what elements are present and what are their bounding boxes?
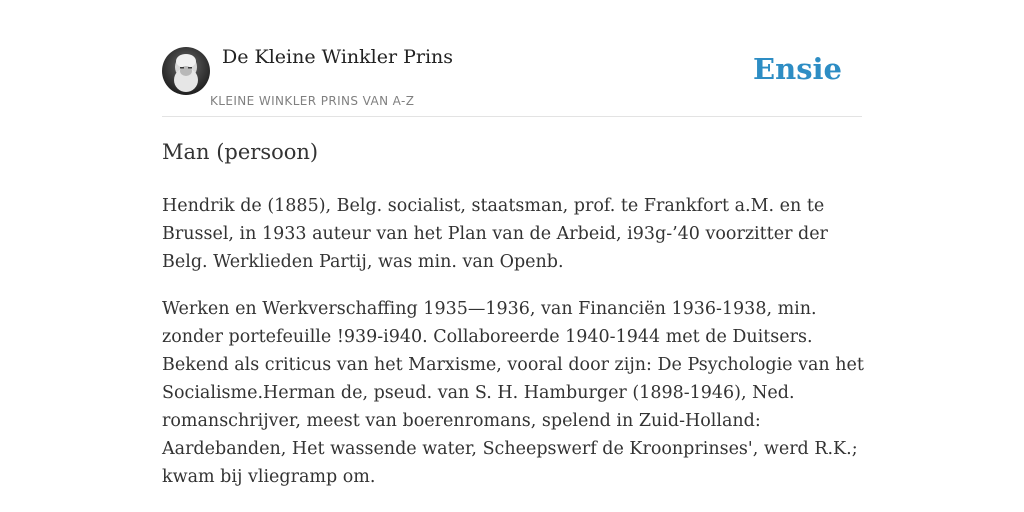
book-title[interactable]: De Kleine Winkler Prins — [222, 46, 454, 68]
entry-title: Man (persoon) — [162, 140, 319, 164]
portrait-photo-icon[interactable] — [162, 47, 210, 95]
header — [162, 44, 862, 117]
entry-body — [162, 192, 867, 510]
book-subtitle: KLEINE WINKLER PRINS VAN A-Z — [210, 94, 415, 108]
brand-logo[interactable]: Ensie — [753, 52, 842, 86]
entry-paragraph: Hendrik de (1885), Belg. socialist, staatsman, prof. te Frankfort a.M. en te Brussel, in 1933 auteur van het Plan van de Arbeid, i93g-’40 voorzitter der Belg. Werklieden Partij, was min. van Openb. — [162, 196, 828, 272]
entry-paragraph: Werken en Werkverschaffing 1935—1936, van Financiën 1936-1938, min. zonder portefeuille !939-i940. Collaboreerde 1940-1944 met de Duitsers. Bekend als criticus van het Marxisme, vooral door zijn: De Psychologie van het Socialisme.Herman de, pseud. van S. H. Hamburger (1898-1946), Ned. romanschrijver, meest van boerenromans, spelend in Zuid-Holland: Aardebanden, Het wassende water, Scheepswerf de Kroonprinses', werd R.K.; kwam bij vliegramp om. — [162, 299, 864, 487]
